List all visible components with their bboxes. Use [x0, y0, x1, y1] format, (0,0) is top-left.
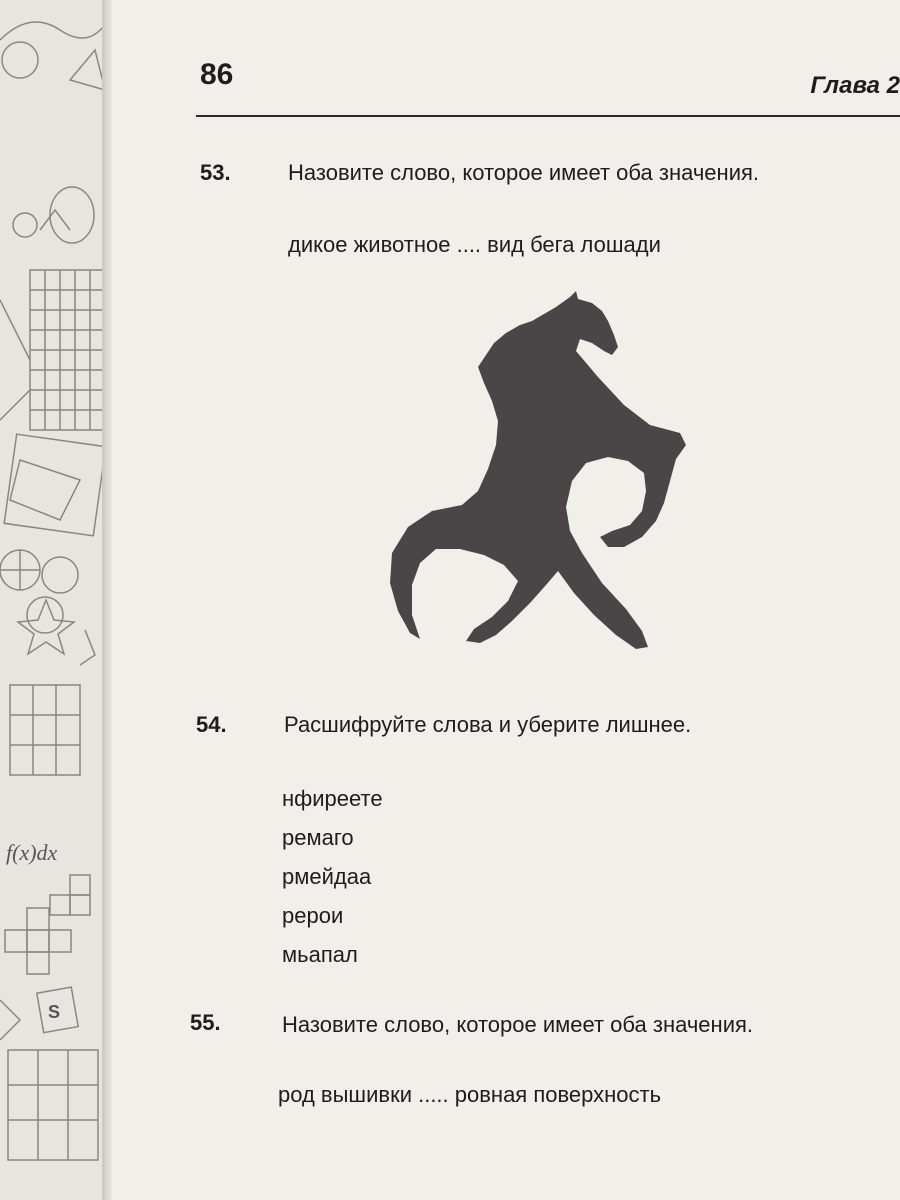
task-54-prompt: Расшифруйте слова и уберите лишнее.: [284, 712, 692, 737]
chapter-title: Глава 2: [810, 72, 900, 99]
puzzle-collage-icon: [0, 0, 108, 1200]
task-53-prompt: Назовите слово, которое имеет оба значения.: [288, 160, 760, 185]
task-53-hint: дикое животное .... вид бега лошади: [288, 232, 661, 257]
task-53-number: 53.: [200, 160, 231, 185]
list-item: мьапал: [282, 942, 358, 967]
task-55-hint: род вышивки ..... ровная поверхность: [278, 1082, 662, 1107]
margin-puzzle-collage: [0, 0, 108, 1200]
horse-silhouette-icon: [380, 285, 690, 665]
svg-text:f(x)dx: f(x)dx: [6, 840, 58, 865]
scrambled-word-list: [282, 784, 383, 979]
task-54-number: 54.: [196, 712, 227, 737]
svg-text:S: S: [48, 1002, 61, 1022]
list-item: рмейдаа: [282, 864, 372, 889]
list-item: ремаго: [282, 825, 354, 850]
book-spine-shadow: [102, 0, 112, 1200]
header-divider: [196, 115, 900, 117]
list-item: рерои: [282, 903, 344, 928]
task-55-prompt: Назовите слово, которое имеет оба значения.: [282, 1012, 754, 1037]
task-55-number: 55.: [190, 1010, 221, 1035]
page-number: 86: [200, 58, 234, 91]
list-item: нфиреете: [282, 786, 383, 811]
